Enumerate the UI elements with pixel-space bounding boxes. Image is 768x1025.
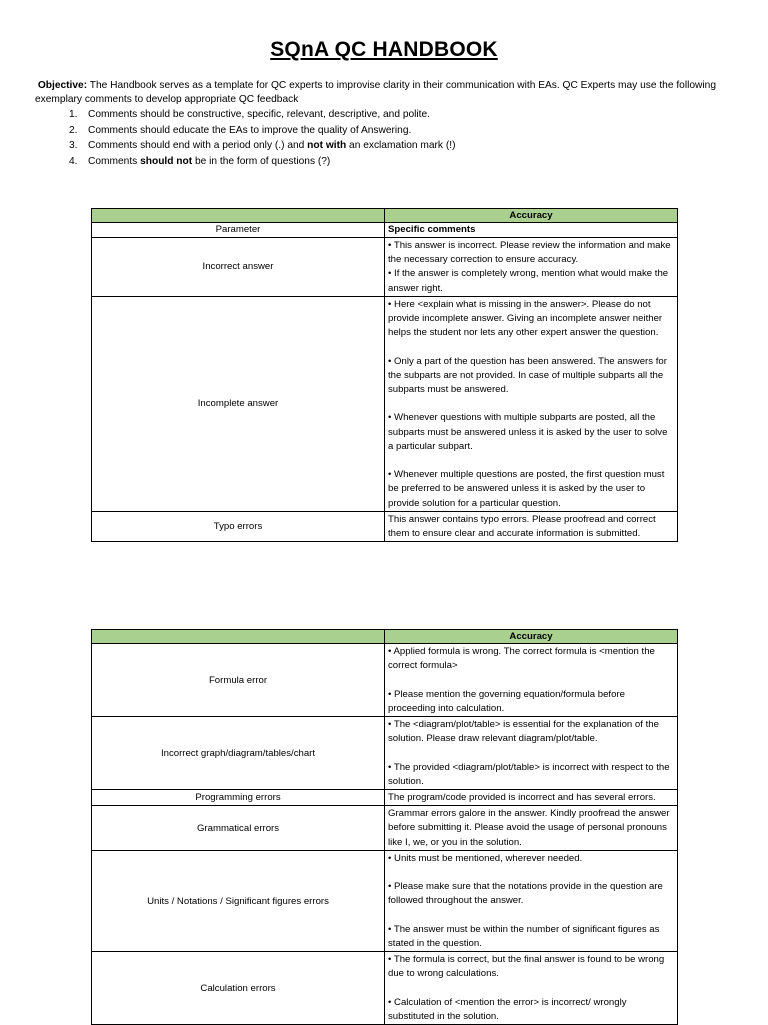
rule-emphasis: not with — [307, 140, 347, 151]
comment-text: • The provided <diagram/plot/table> is incorrect with respect to the solution. — [388, 761, 670, 787]
parameter-cell: Calculation errors — [92, 952, 385, 1025]
comment-text: • Calculation of <mention the error> is incorrect/ wrongly substituted in the solution. — [388, 996, 627, 1022]
comment-gap — [388, 909, 674, 923]
parameter-cell: Units / Notations / Significant figures errors — [92, 850, 385, 951]
comment-cell — [385, 952, 678, 1025]
comment-text: • Please mention the governing equation/formula before proceeding into calculation. — [388, 688, 625, 714]
rules-list — [69, 107, 729, 169]
comment-text: Grammar errors galore in the answer. Kindly proofread the answer before submitting it. Please avoid the usage of personal pronouns like I, we, or you in the solution. — [388, 808, 670, 848]
comment-cell — [385, 790, 678, 806]
rule-number: 2. — [69, 124, 78, 136]
table-row — [92, 717, 678, 790]
comment-cell — [385, 238, 678, 297]
parameter-cell: Incorrect answer — [92, 238, 385, 297]
comment-text: • Here <explain what is missing in the answer>. Please do not provide incomplete answer. Giving an incomplete answer neither helps the student nor lets any other expert answer the question. — [388, 298, 663, 339]
rule-item — [69, 123, 729, 139]
comment-cell — [385, 806, 678, 851]
table-band-empty — [92, 630, 385, 644]
table-band-row — [92, 630, 678, 644]
parameter-cell: Typo errors — [92, 511, 385, 541]
rule-number: 4. — [69, 155, 78, 167]
comment-gap — [388, 982, 674, 996]
comment-gap — [388, 397, 674, 411]
comment-cell — [385, 296, 678, 511]
comment-gap — [388, 340, 674, 354]
rule-item — [69, 138, 729, 154]
rule-text: Comments — [88, 155, 141, 167]
objective-label: Objective: — [37, 80, 88, 91]
page-title: SQnA QC HANDBOOK — [270, 38, 498, 61]
parameter-cell: Incomplete answer — [92, 296, 385, 511]
comment-cell — [385, 511, 678, 541]
parameter-cell: Grammatical errors — [92, 806, 385, 851]
rule-text: Comments should be constructive, specific, relevant, descriptive, and polite. — [88, 109, 431, 120]
table-band-empty — [92, 209, 385, 223]
table-row — [92, 238, 678, 297]
table-row — [92, 296, 678, 511]
table-row — [92, 806, 678, 851]
parameter-cell: Incorrect graph/diagram/tables/chart — [92, 717, 385, 790]
table-header-row — [92, 223, 678, 238]
comment-text: • Whenever multiple questions are posted, the first question must be preferred to be answered unless it is asked by the user to provide solution for a particular question. — [388, 469, 665, 509]
comment-text: • Applied formula is wrong. The correct formula is <mention the correct formula> — [388, 646, 655, 672]
parameter-cell: Formula error — [92, 644, 385, 717]
table-row — [92, 790, 678, 806]
accuracy-table-1 — [91, 208, 678, 542]
comment-text: • This answer is incorrect. Please review the information and make the necessary correction to ensure accuracy. — [388, 240, 671, 266]
table-band-label: Accuracy — [385, 209, 678, 223]
rule-number: 3. — [69, 140, 78, 151]
comment-text: • Only a part of the question has been answered. The answers for the subparts are not provided. In case of multiple subparts all the subparts must be answered. — [388, 355, 667, 396]
comment-gap — [388, 866, 674, 880]
comment-text: • Please make sure that the notations provide in the question are followed throughout the answer. — [388, 881, 663, 907]
objective-text: The Handbook serves as a template for QC experts to improvise clarity in their communication with EAs. QC Experts may use the following exemplary comments to develop appropriate QC feedback — [35, 80, 716, 105]
table-row — [92, 952, 678, 1025]
comment-text: • Whenever questions with multiple subparts are posted, all the subparts must be answered unless it is asked by the user to solve a particular subpart. — [388, 412, 668, 452]
comment-text: The program/code provided is incorrect and has several errors. — [388, 792, 656, 803]
rule-text: Comments should educate the EAs to improve the quality of Answering. — [88, 124, 412, 136]
comment-cell — [385, 717, 678, 790]
comment-gap — [388, 746, 674, 760]
comment-text: • Units must be mentioned, wherever needed. — [388, 852, 583, 864]
accuracy-table-2 — [91, 629, 678, 1025]
rule-number: 1. — [69, 109, 78, 120]
comment-cell — [385, 850, 678, 951]
comment-gap — [388, 454, 674, 468]
objective-paragraph — [35, 79, 735, 107]
parameter-column-header: Parameter — [92, 223, 385, 238]
comment-text: • If the answer is completely wrong, mention what would make the answer right. — [388, 268, 669, 294]
parameter-cell: Programming errors — [92, 790, 385, 806]
rule-text: be in the form of questions (?) — [192, 155, 331, 167]
comment-text: • The formula is correct, but the final answer is found to be wrong due to wrong calculations. — [388, 954, 665, 980]
comment-cell — [385, 644, 678, 717]
rule-emphasis: should not — [140, 155, 193, 167]
table-band-row — [92, 209, 678, 223]
table-row — [92, 644, 678, 717]
comment-text: This answer contains typo errors. Please proofread and correct them to ensure clear and accurate information is submitted. — [388, 513, 656, 540]
rule-text: Comments should end with a period only (.) and — [88, 140, 308, 151]
comment-gap — [388, 673, 674, 687]
rule-item — [69, 107, 729, 123]
rule-item — [69, 154, 729, 170]
comments-column-header: Specific comments — [385, 223, 678, 238]
rule-text: an exclamation mark (!) — [346, 140, 456, 151]
comment-text: • The answer must be within the number of significant figures as stated in the question. — [388, 923, 660, 949]
comment-text: • The <diagram/plot/table> is essential for the explanation of the solution. Please draw relevant diagram/plot/table. — [388, 719, 659, 745]
table-row — [92, 850, 678, 951]
table-band-label: Accuracy — [385, 630, 678, 644]
table-row — [92, 511, 678, 541]
